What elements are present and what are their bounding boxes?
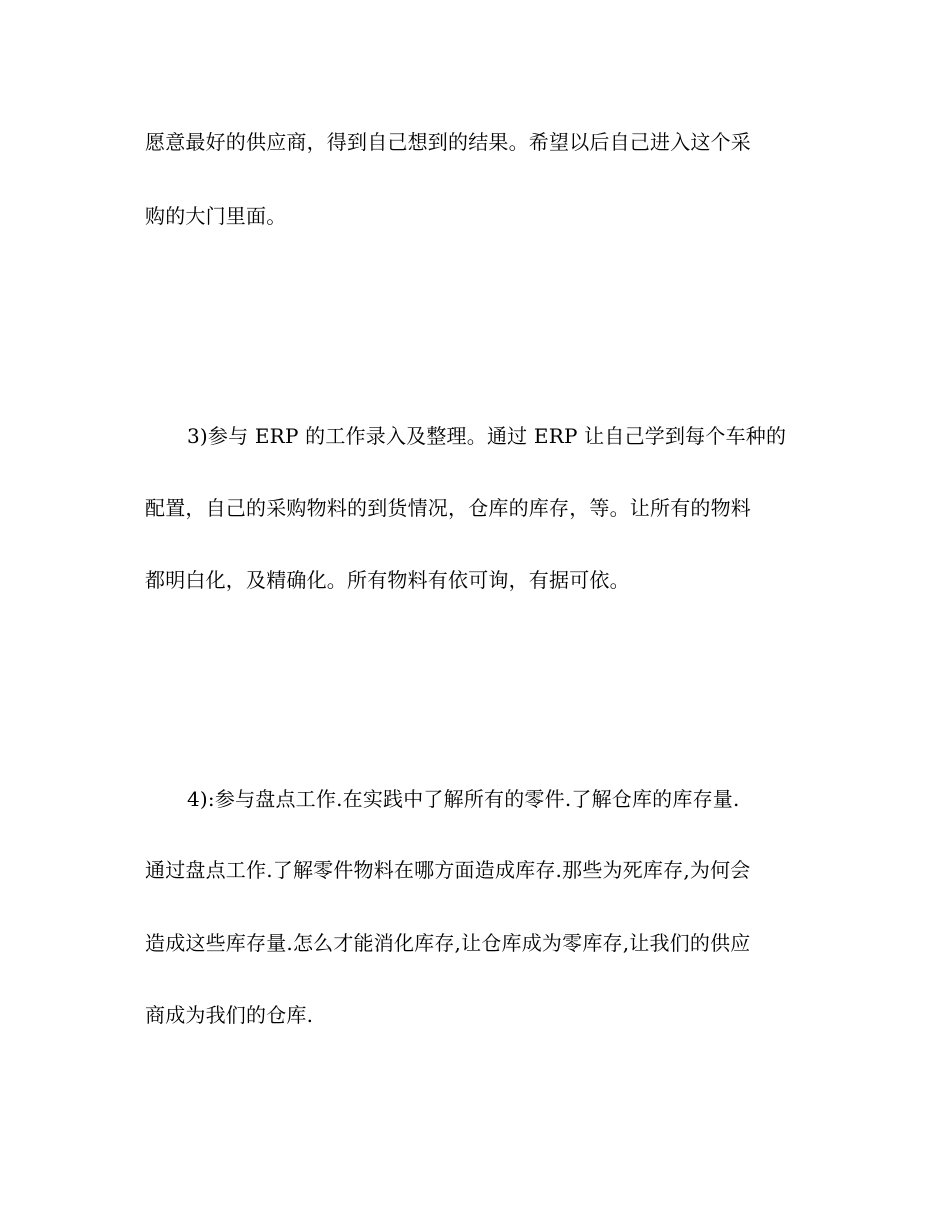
paragraph-3-line-1: 4):参与盘点工作.在实践中了解所有的零件.了解仓库的库存量. bbox=[187, 787, 740, 811]
paragraph-2-line-3: 都明白化，及精确化。所有物料有依可询，有据可依。 bbox=[145, 568, 630, 592]
paragraph-1-line-1: 愿意最好的供应商，得到自己想到的结果。希望以后自己进入这个采 bbox=[145, 130, 751, 154]
paragraph-1-line-2: 购的大门里面。 bbox=[145, 204, 287, 228]
paragraph-3-line-4: 商成为我们的仓库. bbox=[145, 1003, 314, 1027]
paragraph-3-line-2: 通过盘点工作.了解零件物料在哪方面造成库存.那些为死库存,为何会 bbox=[145, 858, 751, 882]
paragraph-2-line-2: 配置，自己的采购物料的到货情况，仓库的库存，等。让所有的物料 bbox=[145, 496, 751, 520]
paragraph-3-line-3: 造成这些库存量.怎么才能消化库存,让仓库成为零库存,让我们的供应 bbox=[145, 931, 751, 955]
paragraph-2-line-1: 3)参与 ERP 的工作录入及整理。通过 ERP 让自己学到每个车种的 bbox=[187, 424, 787, 448]
